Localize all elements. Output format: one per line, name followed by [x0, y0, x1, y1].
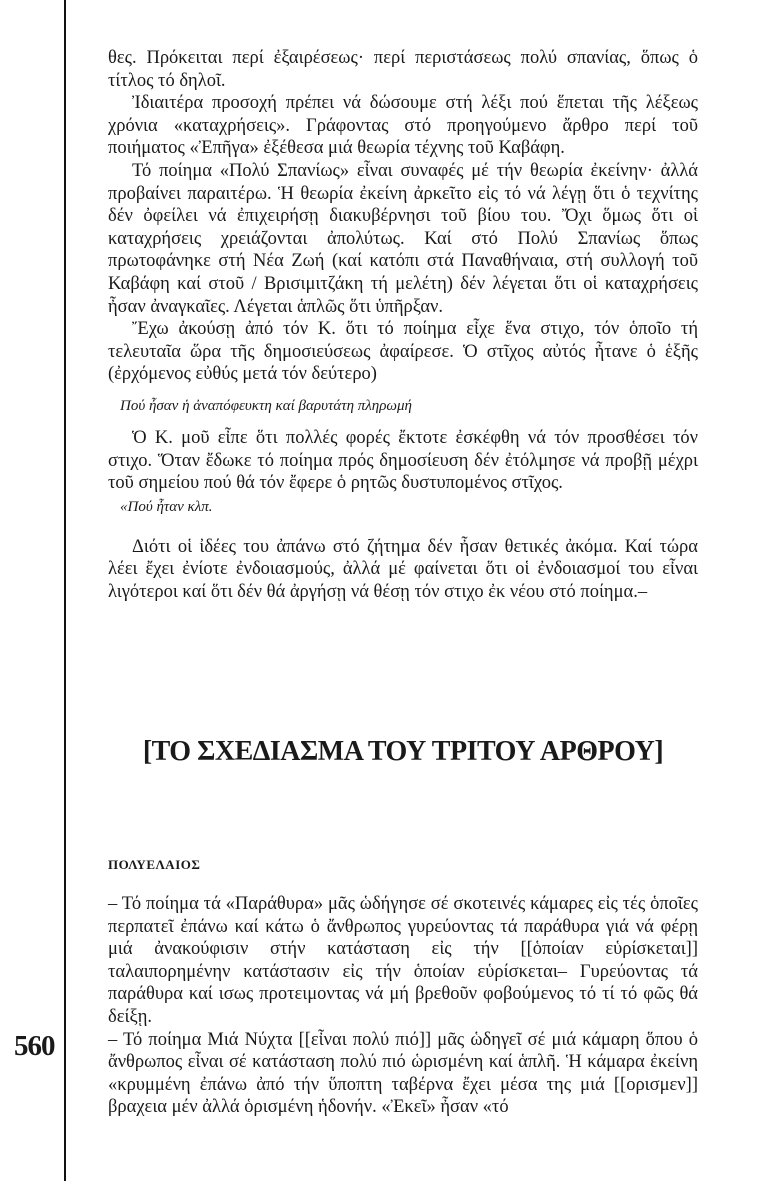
- quoted-verse: «Πού ἦταν κλπ.: [120, 498, 213, 515]
- subheading: ΠΟΛΥΕΛΑΙΟΣ: [108, 857, 201, 872]
- page-number: 560: [14, 1030, 55, 1062]
- paragraph: Ἰδιαιτέρα προσοχή πρέπει νά δώσουμε στή λέξι πού ἕπεται τῆς λέξεως χρόνια «καταχρήσεις». Γράφοντας στό προηγούμενο ἄρθρο περί τοῦ ποιήματος «Ἐπῆγα» ἐξέθεσα μιά θεωρία τέχνης τοῦ Καβάφη.: [108, 93, 698, 159]
- section-title: [ΤΟ ΣΧΕΔΙΑΣΜΑ ΤΟΥ ΤΡΙΤΟΥ ΑΡΘΡΟΥ]: [142, 736, 664, 767]
- left-margin-rule: [64, 0, 66, 1181]
- paragraph: θες. Πρόκειται περί ἐξαιρέσεως· περί περιστάσεως πολύ σπανίας, ὅπως ὁ τίτλος τό δηλοῖ.: [108, 48, 698, 91]
- lower-text-block: [108, 893, 698, 1119]
- paragraph: – Τό ποίημα τά «Παράθυρα» μᾶς ὡδήγησε σέ σκοτεινές κάμαρες εἰς τές ὁποῖες περπατεῖ ἐπάνω καί κάτω ὁ ἄνθρωπος γυρεύοντας τά παράθυρα γιά νά φέρῃ μιά ἀνακούφισιν στήν κατάσταση εἰς τήν [[ὁποίαν εὑρίσκεται]] ταλαιπορημένην κατάστασιν εἰς τήν ὁποίαν εὑρίσκεται– Γυρεύοντας τά παράθυρα καί ισως προτειμοντας νά μή βρεθοῦν φοβούμενος τό τί τό φῶς θά δείξῃ.: [108, 894, 698, 1027]
- paragraph: Ἔχω ἀκούσῃ ἀπό τόν Κ. ὅτι τό ποίημα εἶχε ἕνα στιχο, τόν ὁποῖο τή τελευταῖα ὥρα τῆς δημοσιεύσεως ἀφαίρεσε. Ὁ στῖχος αὐτός ἦτανε ὁ ἑξῆς (ἐρχόμενος εὐθύς μετά τόν δεύτερο): [108, 319, 698, 385]
- paragraph: Διότι οἱ ἰδέες του ἀπάνω στό ζήτημα δέν ἦσαν θετικές ἀκόμα. Καί τώρα λέει ἔχει ἐνίοτε ἐνδοιασμούς, ἀλλά μέ φαίνεται ὅτι οἱ ἐνδοιασμοί του εἶναι λιγότεροι καί ὅτι δέν θά ἀργήσῃ νά θέσῃ τόν στιχο ἐκ νέου στό ποίημα.–: [108, 536, 698, 602]
- paragraph: Ὁ Κ. μοῦ εἶπε ὅτι πολλές φορές ἔκτοτε ἐσκέφθη νά τόν προσθέσει τόν στιχο. Ὅταν ἔδωκε τό ποίημα πρός δημοσίευση δέν ἐτόλμησε νά προβῇ μέχρι τοῦ σημείου πού θά τόν ἔφερε ὁ ρητῶς δυστυπομένος στῖχος.: [108, 427, 698, 494]
- quoted-verse: Πού ἦσαν ἡ ἀναπόφευκτη καί βαρυτάτη πληρωμή: [120, 397, 412, 414]
- paragraph: – Τό ποίημα Μιά Νύχτα [[εἶναι πολύ πιό]] μᾶς ὡδηγεῖ σέ μιά κάμαρη ὅπου ὁ ἄνθρωπος εἶναι σέ κατάσταση πολύ πιό ὡρισμένη καί ἁπλῆ. Ἡ κάμαρα ἐκείνη «κρυμμένη ἐπάνω ἀπό τήν ὕποπτη ταβέρνα ἔχει μέσα της μιά [[ορισμεν]] βραχεια μέν ἀλλά ὁρισμένη ἡδονήν. «Ἐκεῖ» ἦσαν «τό: [108, 1029, 698, 1118]
- paragraph: Τό ποίημα «Πολύ Σπανίως» εἶναι συναφές μέ τήν θεωρία ἐκείνην· ἀλλά προβαίνει παραιτέρω. Ἡ θεωρία ἐκείνη ἀρκεῖτο εἰς τό νά λέγῃ ὅτι ὁ τεχνίτης δέν ὀφείλει νά ἐπιχειρήσῃ διακυβέρνησι τοῦ βίου του. Ὄχι ὅμως ὅτι οἱ καταχρήσεις χρειάζονται ἀπολύτως. Καί στό Πολύ Σπανίως ὅπως πρωτοφάνηκε στή Νέα Ζωή (καί κατόπι στά Παναθήναια, στή συλλογή τοῦ Καβάφη καί στοῦ / Βρισιμιτζάκη τή μελέτη) δέν λέγεται ὅτι οἱ καταχρήσεις ἦσαν ἀναγκαῖες. Λέγεται ἁπλῶς ὅτι ὑπῆρξαν.: [108, 160, 698, 317]
- upper-text-block: [108, 47, 698, 603]
